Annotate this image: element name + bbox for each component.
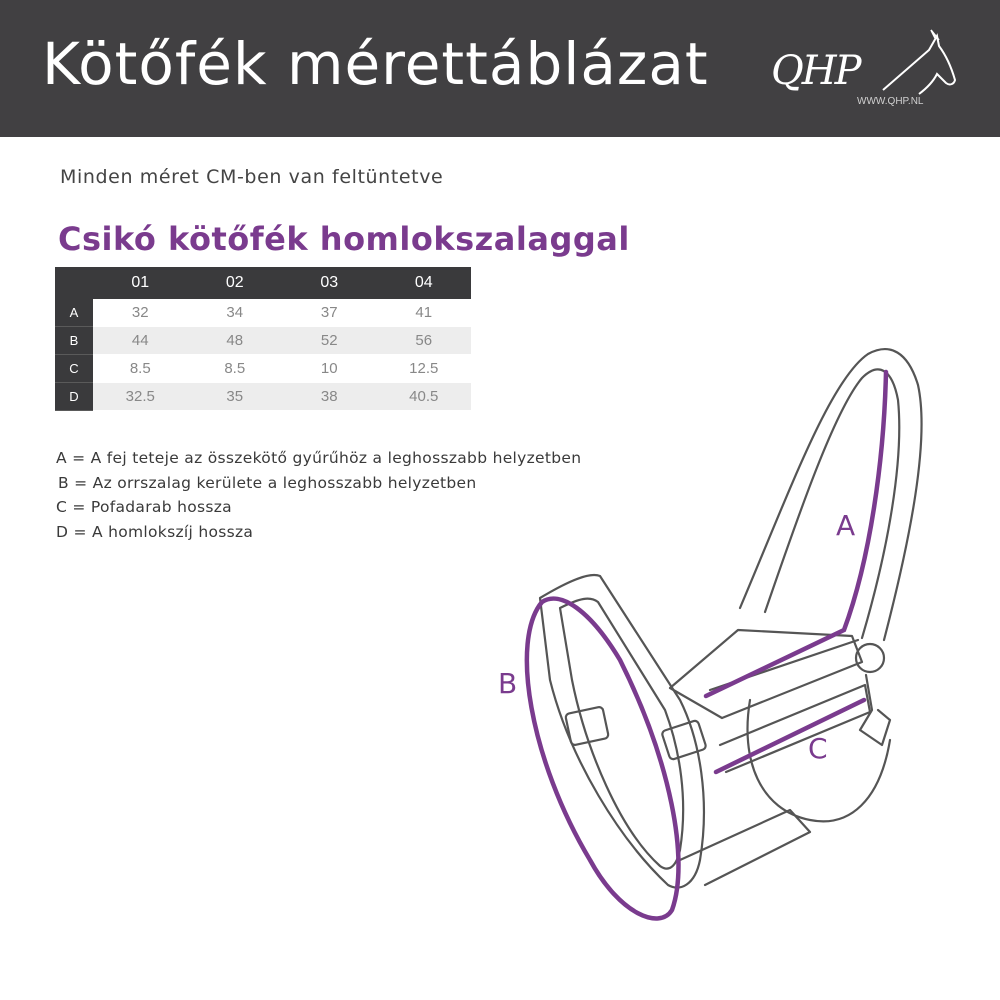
browband-strap	[670, 630, 862, 718]
table-cell: 12.5	[377, 355, 472, 383]
row-header: A	[55, 299, 93, 327]
table-cell: 32	[93, 299, 188, 327]
section-title: Csikó kötőfék homlokszalaggal	[58, 220, 630, 258]
table-cell: 10	[282, 355, 377, 383]
halter-diagram	[490, 340, 950, 940]
measure-line-a	[706, 372, 886, 696]
table-row	[55, 327, 471, 355]
noseband-inner	[560, 599, 683, 869]
table-cell: 48	[188, 327, 283, 355]
logo-url: WWW.QHP.NL	[857, 96, 924, 107]
row-header: C	[55, 355, 93, 383]
cheek-buckle	[661, 720, 706, 760]
table-row	[55, 299, 471, 327]
table-row	[55, 355, 471, 383]
horse-head-icon	[875, 28, 957, 100]
table-corner	[55, 267, 93, 299]
column-header: 03	[282, 267, 377, 299]
chin-strap	[680, 810, 810, 885]
diagram-label-b: B	[498, 667, 518, 700]
crownpiece-inner	[765, 369, 899, 638]
table-cell: 38	[282, 383, 377, 411]
table-cell: 8.5	[188, 355, 283, 383]
table-cell: 37	[282, 299, 377, 327]
legend-item-a: A = A fej teteje az összekötő gyűrűhöz a leghosszabb helyzetben	[56, 449, 582, 467]
page-title: Kötőfék mérettáblázat	[42, 30, 709, 98]
row-header: B	[55, 327, 93, 355]
column-header: 02	[188, 267, 283, 299]
table-cell: 35	[188, 383, 283, 411]
diagram-label-a: A	[836, 509, 856, 542]
header-bar	[0, 0, 1000, 137]
table-cell: 44	[93, 327, 188, 355]
legend-item-d: D = A homlokszíj hossza	[56, 522, 254, 541]
column-header: 04	[377, 267, 472, 299]
size-table	[55, 267, 471, 411]
table-cell: 40.5	[377, 383, 472, 411]
table-cell: 52	[282, 327, 377, 355]
measure-line-b	[527, 599, 679, 919]
diagram-label-c: C	[808, 732, 828, 765]
table-cell: 32.5	[93, 383, 188, 411]
table-header-row	[55, 267, 471, 299]
row-header: D	[55, 383, 93, 411]
table-row	[55, 383, 471, 411]
legend-item-c: C = Pofadarab hossza	[56, 498, 232, 516]
units-note: Minden méret CM-ben van feltüntetve	[60, 166, 444, 188]
qhp-logo	[765, 28, 955, 113]
table-cell: 41	[377, 299, 472, 327]
table-cell: 34	[188, 299, 283, 327]
legend-item-b: B = Az orrszalag kerülete a leghosszabb helyzetben	[58, 473, 477, 492]
column-header: 01	[93, 267, 188, 299]
table-cell: 56	[377, 327, 472, 355]
table-cell: 8.5	[93, 355, 188, 383]
logo-text: QHP	[771, 48, 860, 94]
